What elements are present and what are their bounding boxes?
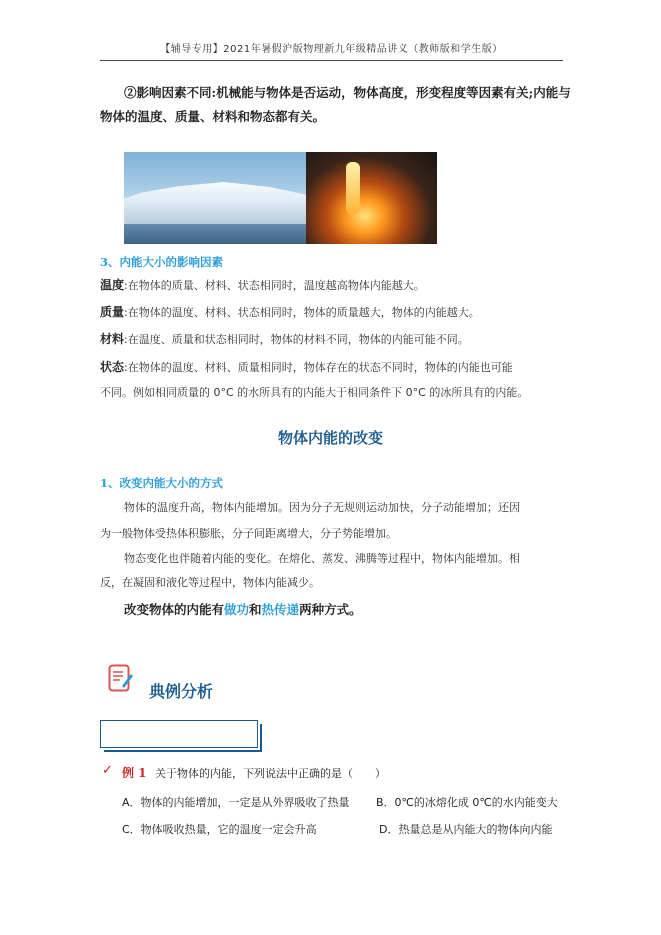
summary-pre: 改变物体的内能有 xyxy=(124,602,225,617)
section1-heading: 1、改变内能大小的方式 xyxy=(100,476,224,490)
notepad-pencil-icon xyxy=(108,664,134,694)
summary-mid: 和 xyxy=(249,602,262,617)
option-a: A．物体的内能增加，一定是从外界吸收了热量 xyxy=(122,796,350,809)
example-question: 关于物体的内能，下列说法中正确的是（ ） xyxy=(155,767,386,780)
factor-state-line-2: 不同。例如相同质量的 0°C 的水所具有的内能大于相同条件下 0°C 的冰所具有的内能。 xyxy=(100,386,529,399)
factors-line-2: 物体的温度、质量、材料和物态都有关。 xyxy=(100,109,326,124)
factor-state xyxy=(100,354,513,381)
keyword-work: 做功 xyxy=(224,602,250,617)
section1-p1-line2: 为一般物体受热体积膨胀，分子间距离增大，分子势能增加。 xyxy=(100,527,397,540)
example-section-title: 典例分析 xyxy=(149,682,214,701)
section3-heading: 3、内能大小的影响因素 xyxy=(100,255,224,269)
option-c: C．物体吸收热量，它的温度一定会升高 xyxy=(122,823,317,836)
factor-text: :在物体的温度、材料、状态相同时，物体的质量越大，物体的内能越大。 xyxy=(124,306,480,319)
page-header: 【辅导专用】2021年暑假沪版物理新九年级精品讲义（教师版和学生版） xyxy=(160,44,503,55)
factor-term: 温度 xyxy=(100,278,125,292)
factor-term: 材料 xyxy=(100,332,125,346)
section1-p2-line2: 反，在凝固和液化等过程中，物体内能减少。 xyxy=(100,576,320,589)
factors-line-1: ②影响因素不同:机械能与物体是否运动，物体高度，形变程度等因素有关;内能与 xyxy=(124,85,571,100)
factor-temperature xyxy=(100,272,425,299)
factor-text: :在物体的质量、材料、状态相同时，温度越高物体内能越大。 xyxy=(124,279,425,292)
label-box xyxy=(100,720,258,748)
example-label: 例 1 xyxy=(122,766,147,780)
molten-metal-photo xyxy=(306,152,437,244)
option-b: B．0℃的冰熔化成 0℃的水内能变大 xyxy=(376,796,558,809)
page-title: 物体内能的改变 xyxy=(277,429,383,447)
factor-term: 状态 xyxy=(100,360,125,374)
factor-term: 质量 xyxy=(100,305,125,319)
summary-post: 两种方式。 xyxy=(299,602,362,617)
header-divider xyxy=(100,60,563,61)
option-d: D．热量总是从内能大的物体向内能 xyxy=(379,823,553,836)
factor-material xyxy=(100,326,469,353)
summary-line xyxy=(124,597,362,623)
section1-p2-line1: 物态变化也伴随着内能的变化。在熔化、蒸发、沸腾等过程中，物体内能增加。相 xyxy=(124,552,520,565)
factor-text: :在温度、质量和状态相同时，物体的材料不同，物体的内能可能不同。 xyxy=(124,333,469,346)
factor-mass xyxy=(100,299,480,326)
iceberg-photo xyxy=(124,152,306,244)
check-icon: ✓ xyxy=(102,763,113,778)
keyword-heat-transfer: 热传递 xyxy=(261,602,300,617)
factor-text: :在物体的温度、材料、质量相同时，物体存在的状态不同时，物体的内能也可能 xyxy=(124,361,513,374)
section1-p1-line1: 物体的温度升高，物体内能增加。因为分子无规则运动加快，分子动能增加；还因 xyxy=(124,501,520,514)
